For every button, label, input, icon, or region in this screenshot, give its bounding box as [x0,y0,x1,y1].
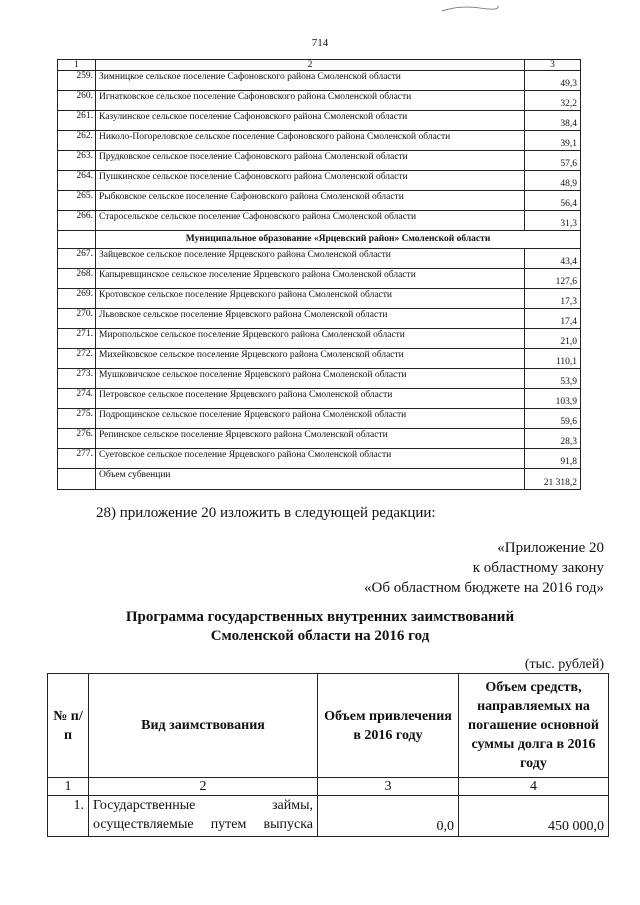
table-row [58,369,581,389]
settlement-name: Капыревщинское сельское поселение Ярцевского района Смоленской области [96,269,525,289]
table-row [58,249,581,269]
total-row [58,469,581,490]
borrowing-type-cell [89,796,318,837]
settlement-name: Михейковское сельское поселение Ярцевского района Смоленской области [96,349,525,369]
subvention-value: 56,4 [525,191,581,211]
table-row [58,211,581,231]
header-number: № п/п [48,674,89,778]
borrowing-type-line-1: Государственные займы, [93,798,313,813]
settlement-name: Мушковичское сельское поселение Ярцевского района Смоленской области [96,369,525,389]
program-title [0,608,640,646]
table-row [58,191,581,211]
row-number: 262. [58,131,96,151]
attraction-value: 0,0 [318,796,459,837]
repayment-value: 450 000,0 [459,796,609,837]
subvention-value: 21,0 [525,329,581,349]
row-number: 259. [58,71,96,91]
column-number-2: 2 [89,778,318,796]
row-number: 264. [58,171,96,191]
table-row [58,171,581,191]
row-number: 272. [58,349,96,369]
table-row [48,796,609,837]
section-empty-cell [58,231,96,249]
table-row [58,349,581,369]
row-number: 267. [58,249,96,269]
appendix-line-1: «Приложение 20 [497,540,604,556]
borrowings-table [47,673,609,837]
settlement-name: Игнатковское сельское поселение Сафоновского района Смоленской области [96,91,525,111]
settlement-name: Кротовское сельское поселение Ярцевского района Смоленской области [96,289,525,309]
unit-label: (тыс. рублей) [524,657,604,672]
subvention-value: 28,3 [525,429,581,449]
row-number: 269. [58,289,96,309]
column-number-1: 1 [48,778,89,796]
section-title: Муниципальное образование «Ярцевский район» Смоленской области [96,231,581,249]
table-row [58,309,581,329]
settlement-name: Львовское сельское поселение Ярцевского района Смоленской области [96,309,525,329]
settlement-name: Миропольское сельское поселение Ярцевского района Смоленской области [96,329,525,349]
settlement-name: Петровское сельское поселение Ярцевского района Смоленской области [96,389,525,409]
table-row [58,389,581,409]
appendix-header [364,538,604,598]
settlement-name: Репинское сельское поселение Ярцевского района Смоленской области [96,429,525,449]
header-borrowing-type: Вид заимствования [89,674,318,778]
settlement-name: Рыбковское сельское поселение Сафоновского района Смоленской области [96,191,525,211]
subvention-value: 59,6 [525,409,581,429]
row-number: 266. [58,211,96,231]
row-number: 273. [58,369,96,389]
total-value: 21 318,2 [525,469,581,490]
total-empty-cell [58,469,96,490]
settlement-name: Казулинское сельское поселение Сафоновского района Смоленской области [96,111,525,131]
subvention-value: 17,3 [525,289,581,309]
subvention-value: 53,9 [525,369,581,389]
settlement-name: Пушкинское сельское поселение Сафоновского района Смоленской области [96,171,525,191]
settlement-name: Прудковское сельское поселение Сафоновского района Смоленской области [96,151,525,171]
subvention-table [57,59,581,490]
section-row [58,231,581,249]
column-number-2: 2 [96,60,525,71]
table-row [58,91,581,111]
subvention-value: 38,4 [525,111,581,131]
table-row [58,429,581,449]
program-title-line-1: Программа государственных внутренних заимствований [125,609,515,625]
subvention-value: 103,9 [525,389,581,409]
table-row [58,449,581,469]
settlement-name: Суетовское сельское поселение Ярцевского района Смоленской области [96,449,525,469]
row-number: 274. [58,389,96,409]
row-number: 277. [58,449,96,469]
column-number-3: 3 [318,778,459,796]
appendix-line-2: к областному закону [472,560,604,576]
appendix-line-3: «Об областном бюджете на 2016 год» [364,580,604,596]
row-number: 260. [58,91,96,111]
borrowings-header-row [48,674,609,778]
subvention-value: 48,9 [525,171,581,191]
table-row [58,409,581,429]
table-row [58,329,581,349]
subvention-value: 91,8 [525,449,581,469]
table-row [58,269,581,289]
row-number: 265. [58,191,96,211]
row-number: 270. [58,309,96,329]
paragraph-28: 28) приложение 20 изложить в следующей редакции: [96,505,436,521]
settlement-name: Зимницкое сельское поселение Сафоновского района Смоленской области [96,71,525,91]
subvention-value: 43,4 [525,249,581,269]
subvention-value: 39,1 [525,131,581,151]
table-row [58,71,581,91]
subvention-value: 32,2 [525,91,581,111]
settlement-name: Николо-Погореловское сельское поселение Сафоновского района Смоленской области [96,131,525,151]
table-row [58,111,581,131]
row-number: 261. [58,111,96,131]
column-number-3: 3 [525,60,581,71]
table-row [58,131,581,151]
header-repayment-volume: Объем средств, направляемых на погашение основной суммы долга в 2016 году [459,674,609,778]
subvention-value: 17,4 [525,309,581,329]
subvention-value: 57,6 [525,151,581,171]
row-number: 275. [58,409,96,429]
table-row [58,151,581,171]
table-header-row [58,60,581,71]
total-label: Объем субвенции [96,469,525,490]
settlement-name: Зайцевское сельское поселение Ярцевского района Смоленской области [96,249,525,269]
settlement-name: Старосельское сельское поселение Сафоновского района Смоленской области [96,211,525,231]
row-number: 263. [58,151,96,171]
row-number: 271. [58,329,96,349]
subvention-value: 31,3 [525,211,581,231]
borrowing-type-line-2: осуществляемые путем выпуска [93,817,313,832]
settlement-name: Подрощинское сельское поселение Ярцевского района Смоленской области [96,409,525,429]
subvention-value: 110,1 [525,349,581,369]
subvention-value: 49,3 [525,71,581,91]
column-numbers-row [48,778,609,796]
row-number: 1. [48,796,89,837]
row-number: 276. [58,429,96,449]
program-title-line-2: Смоленской области на 2016 год [210,628,430,644]
column-number-4: 4 [459,778,609,796]
header-attraction-volume: Объем привлечения в 2016 году [318,674,459,778]
table-row [58,289,581,309]
column-number-1: 1 [58,60,96,71]
subvention-value: 127,6 [525,269,581,289]
scan-mark [440,2,500,14]
row-number: 268. [58,269,96,289]
page-number: 714 [311,37,329,49]
